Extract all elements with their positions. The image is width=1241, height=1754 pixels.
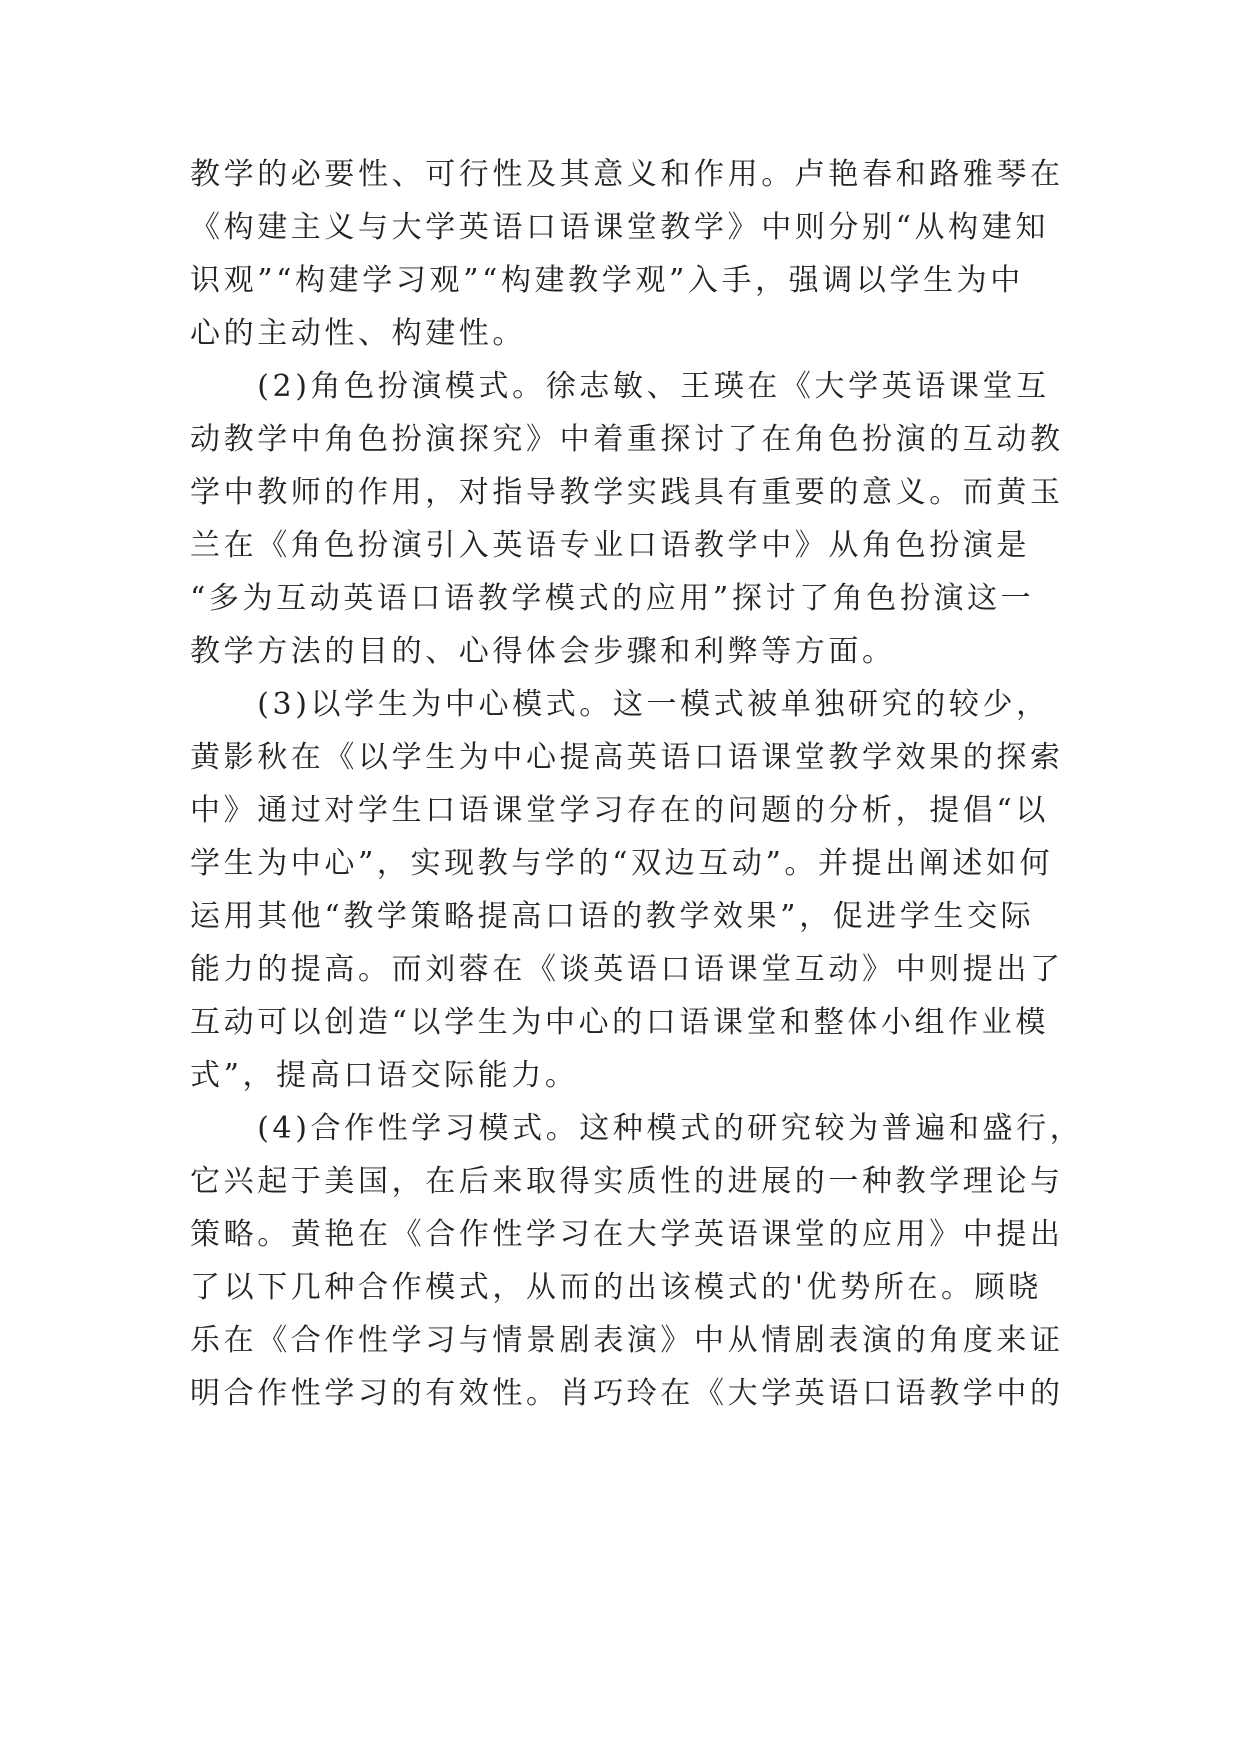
text-line-3: 识观”“构建学习观”“构建教学观”入手，强调以学生为中 bbox=[190, 263, 1024, 298]
text-line-19: (4)合作性学习模式。这种模式的研究较为普遍和盛行， bbox=[190, 1111, 1084, 1146]
text-line-18: 式”，提高口语交际能力。 bbox=[190, 1058, 579, 1093]
text-line-13: 中》通过对学生口语课堂学习存在的问题的分析，提倡“以 bbox=[190, 793, 1049, 828]
text-line-14: 学生为中心”，实现教与学的“双边互动”。并提出阐述如何 bbox=[190, 846, 1054, 881]
text-line-20: 它兴起于美国，在后来取得实质性的进展的一种教学理论与 bbox=[190, 1164, 1064, 1199]
text-line-12: 黄影秋在《以学生为中心提高英语口语课堂教学效果的探索 bbox=[190, 740, 1064, 775]
text-line-5: (2)角色扮演模式。徐志敏、王瑛在《大学英语课堂互 bbox=[190, 369, 1050, 404]
text-line-6: 动教学中角色扮演探究》中着重探讨了在角色扮演的互动教 bbox=[190, 422, 1064, 457]
text-line-15: 运用其他“教学策略提高口语的教学效果”，促进学生交际 bbox=[190, 899, 1035, 934]
text-line-22: 了以下几种合作模式，从而的出该模式的'优势所在。顾晓 bbox=[190, 1270, 1042, 1305]
text-line-17: 互动可以创造“以学生为中心的口语课堂和整体小组作业模 bbox=[190, 1005, 1049, 1040]
text-line-10: 教学方法的目的、心得体会步骤和利弊等方面。 bbox=[190, 634, 896, 669]
text-line-2: 《构建主义与大学英语口语课堂教学》中则分别“从构建知 bbox=[190, 210, 1049, 245]
text-line-21: 策略。黄艳在《合作性学习在大学英语课堂的应用》中提出 bbox=[190, 1217, 1064, 1252]
text-line-11: (3)以学生为中心模式。这一模式被单独研究的较少， bbox=[190, 687, 1050, 722]
text-line-8: 兰在《角色扮演引入英语专业口语教学中》从角色扮演是 bbox=[190, 528, 1030, 563]
text-line-24: 明合作性学习的有效性。肖巧玲在《大学英语口语教学中的 bbox=[190, 1376, 1064, 1411]
text-line-9: “多为互动英语口语教学模式的应用”探讨了角色扮演这一 bbox=[190, 581, 1035, 616]
text-line-23: 乐在《合作性学习与情景剧表演》中从情剧表演的角度来证 bbox=[190, 1323, 1064, 1358]
text-line-16: 能力的提高。而刘蓉在《谈英语口语课堂互动》中则提出了 bbox=[190, 952, 1064, 987]
text-line-1: 教学的必要性、可行性及其意义和作用。卢艳春和路雅琴在 bbox=[190, 157, 1064, 192]
text-line-7: 学中教师的作用，对指导教学实践具有重要的意义。而黄玉 bbox=[190, 475, 1064, 510]
text-line-4: 心的主动性、构建性。 bbox=[190, 316, 526, 351]
